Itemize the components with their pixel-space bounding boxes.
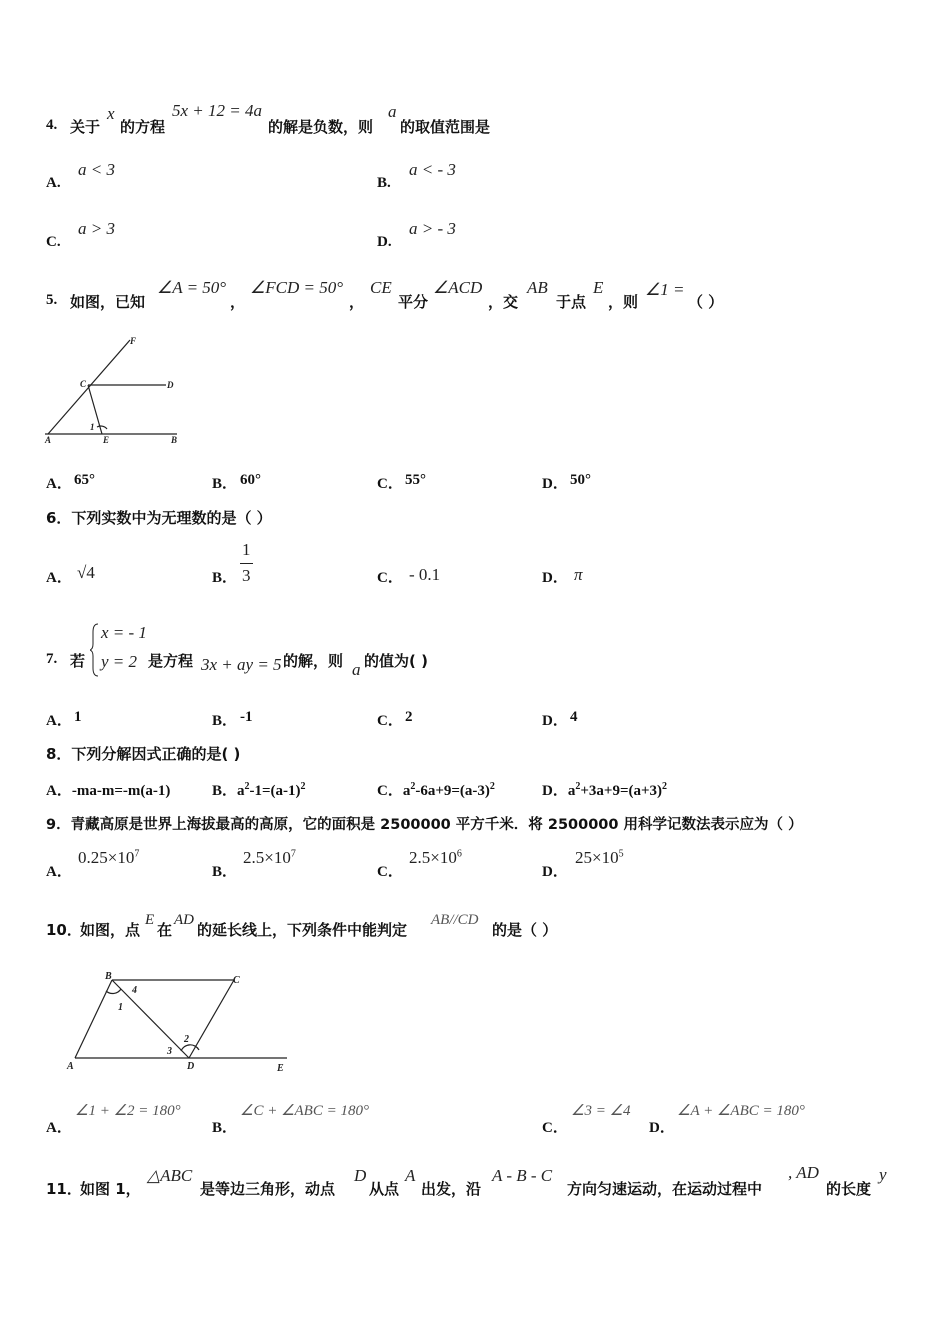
q10-number: 10． [46, 921, 82, 939]
q5-option-b-label: B． [212, 476, 238, 492]
q11-var-y: y [879, 1165, 887, 1184]
q9-option-d-label: D． [542, 864, 568, 880]
q5-angle-1: ∠1 = [645, 280, 685, 299]
q5-angle-a: ∠A = 50° [157, 278, 227, 297]
q8-option-b-sup: 2 [300, 781, 306, 792]
q10-text-2: 在 [157, 921, 173, 939]
q11-text-1: 如图 1， [80, 1180, 141, 1198]
q4-number: 4. [46, 117, 58, 133]
q4-text-1: 关于 [70, 118, 101, 136]
q5-option-d-label: D． [542, 476, 568, 492]
q10-option-c-label: C． [542, 1120, 568, 1136]
q10-parallel: AB//CD [431, 912, 479, 928]
q8-option-d-part: +3a+9=(a+3) [580, 783, 663, 799]
q5-comma-1: ， [230, 293, 246, 311]
q4-text-3: 的解是负数，则 [268, 118, 374, 136]
q10-option-a-label: A． [46, 1120, 72, 1136]
q4-var-a: a [388, 102, 397, 121]
q9-option-d-exp: 5 [618, 848, 624, 860]
q5-option-c-label: C． [377, 476, 403, 492]
q6-option-a-math: √4 [77, 563, 95, 582]
q8-option-b-label: B． [212, 783, 238, 799]
q10-fig-label-a: A [67, 1061, 74, 1072]
q5-text-5: ，则 [608, 293, 639, 311]
q6-option-a-label: A． [46, 570, 72, 586]
q4-option-d-label: D. [377, 234, 392, 250]
q11-text-4: 出发，沿 [421, 1180, 482, 1198]
q9-option-a-math [78, 848, 139, 868]
q10-fig-label-c: C [233, 975, 240, 986]
q5-fig-label-e: E [103, 435, 110, 445]
q7-text-4: 的值为( ) [364, 652, 428, 670]
q10-option-b-math: ∠C + ∠ABC = 180° [240, 1103, 369, 1119]
q5-text-3: ，交 [488, 293, 519, 311]
q9-option-d-math [575, 848, 624, 868]
q4-text-2: 的方程 [120, 118, 166, 136]
q8-option-d-sup: 2 [575, 781, 581, 792]
q8-question: 8．下列分解因式正确的是( ) [46, 745, 241, 763]
q5-option-c-text: 55° [405, 472, 426, 488]
q8-option-d-label: D． [542, 783, 568, 799]
q10-line-ad: AD [174, 912, 194, 928]
q5-text-4: 于点 [556, 293, 587, 311]
q9-option-c-label: C． [377, 864, 403, 880]
q8-option-d-part: a [567, 783, 576, 799]
q7-option-d-label: D． [542, 713, 568, 729]
q10-angle-arc-b [106, 989, 121, 994]
q10-fig-label-e: E [277, 1063, 284, 1074]
q11-text-3: 从点 [369, 1180, 400, 1198]
q9-option-c-math [409, 848, 462, 868]
q5-number: 5. [46, 292, 58, 308]
q5-option-d-text: 50° [570, 472, 591, 488]
q5-comma-2: ， [349, 293, 365, 311]
q11-text-6: 的长度 [826, 1180, 872, 1198]
q6-option-d-math: π [574, 565, 583, 584]
q10-point-e: E [145, 912, 155, 928]
q8-option-c-part: a [402, 783, 411, 799]
q4-option-b-label: B. [377, 175, 391, 191]
q10-text-3: 的延长线上，下列条件中能判定 [197, 921, 408, 939]
q9-question: 9．青藏高原是世界上海拔最高的高原，它的面积是 2500000 平方千米．将 2500000 用科学记数法表示应为（ ） [46, 817, 803, 833]
q7-option-c-text: 2 [405, 709, 413, 725]
q7-system-eq-2: y = 2 [101, 652, 138, 671]
q4-option-c-label: C. [46, 234, 61, 250]
q9-option-c-exp: 6 [456, 848, 462, 860]
q10-fig-label-2: 2 [184, 1034, 189, 1045]
q5-text-1: 如图，已知 [70, 293, 146, 311]
q5-option-a-label: A． [46, 476, 72, 492]
q5-fig-label-f: F [130, 336, 137, 346]
q11-number: 11． [46, 1180, 82, 1198]
q8-option-a [46, 779, 170, 800]
q4-option-d-math: a > - 3 [409, 219, 456, 238]
q9-option-b-label: B． [212, 864, 238, 880]
q5-point-e: E [593, 278, 604, 297]
q6-option-b-denominator: 3 [242, 566, 251, 585]
q9-option-d-base: 25×10 [575, 848, 619, 867]
q5-line-ce: CE [370, 278, 392, 297]
q5-figure [40, 332, 190, 450]
q11-point-a: A [405, 1166, 416, 1185]
q7-equation: 3x + ay = 5 [201, 655, 282, 674]
q10-fig-label-b: B [105, 971, 112, 982]
q5-angle-fcd: ∠FCD = 50° [250, 278, 344, 297]
q10-line-bd [112, 980, 189, 1058]
q10-option-c-math: ∠3 = ∠4 [571, 1103, 631, 1119]
q9-option-a-base: 0.25×10 [78, 848, 135, 867]
q9-option-a-exp: 7 [134, 848, 140, 860]
q7-text-1: 若 [70, 652, 86, 670]
q8-option-a-label: A． [46, 783, 72, 799]
q5-angle-1-arc [97, 426, 107, 429]
q4-option-b-math: a < - 3 [409, 160, 456, 179]
q6-option-b-label: B． [212, 570, 238, 586]
q4-text-4: 的取值范围是 [400, 118, 491, 136]
q8-option-b-part: a [237, 783, 245, 799]
q7-option-d-text: 4 [570, 709, 578, 725]
q8-option-b-part: -1=(a-1) [249, 783, 301, 799]
q6-option-d-label: D． [542, 570, 568, 586]
q11-text-2: 是等边三角形，动点 [200, 1180, 336, 1198]
q9-option-a-label: A． [46, 864, 72, 880]
q11-triangle-abc: △ABC [147, 1166, 193, 1185]
q5-option-b-text: 60° [240, 472, 261, 488]
q10-fig-label-4: 4 [132, 985, 137, 996]
q4-option-c-math: a > 3 [78, 219, 115, 238]
q10-fig-label-d: D [187, 1061, 195, 1072]
q10-text-1: 如图，点 [80, 921, 141, 939]
q5-fig-label-b: B [171, 435, 178, 445]
q9-option-b-base: 2.5×10 [243, 848, 291, 867]
q4-option-a-label: A. [46, 175, 61, 191]
q7-option-b-text: -1 [240, 709, 253, 725]
q10-text-4: 的是（ ） [492, 921, 558, 939]
q10-fig-label-3: 3 [167, 1046, 172, 1057]
q11-path: A - B - C [492, 1166, 553, 1185]
q7-option-a-text: 1 [74, 709, 82, 725]
q6-option-c-label: C． [377, 570, 403, 586]
q5-text-2: 平分 [398, 293, 429, 311]
q6-option-c-math: - 0.1 [409, 565, 441, 584]
q8-option-b-sup: 2 [244, 781, 250, 792]
q10-option-d-math: ∠A + ∠ABC = 180° [677, 1103, 805, 1119]
q5-fig-label-c: C [80, 379, 87, 389]
q7-var-a: a [352, 660, 361, 679]
q5-line-ab: AB [527, 278, 548, 297]
q5-fig-label-d: D [167, 380, 174, 390]
q5-angle-acd: ∠ACD [433, 278, 483, 297]
q10-option-a-math: ∠1 + ∠2 = 180° [75, 1103, 181, 1119]
q4-var-x: x [107, 104, 115, 123]
q10-fig-label-1: 1 [118, 1002, 123, 1013]
q5-fig-label-a: A [45, 435, 52, 445]
q6-option-b-numerator: 1 [242, 540, 251, 559]
q8-option-d [542, 779, 667, 800]
q8-option-c-sup: 2 [410, 781, 416, 792]
q8-option-a-text: -ma-m=-m(a-1) [71, 783, 171, 799]
q8-option-d-sup: 2 [662, 781, 668, 792]
q7-system-brace [90, 622, 100, 678]
q7-option-c-label: C． [377, 713, 403, 729]
q4-equation: 5x + 12 = 4a [172, 101, 262, 120]
q5-fig-label-1: 1 [90, 422, 95, 432]
q7-option-b-label: B． [212, 713, 238, 729]
q7-option-a-label: A． [46, 713, 72, 729]
q8-option-c-sup: 2 [489, 781, 495, 792]
q4-option-a-math: a < 3 [78, 160, 115, 179]
q8-option-c-label: C． [377, 783, 403, 799]
q9-option-c-base: 2.5×10 [409, 848, 457, 867]
q9-option-b-math [243, 848, 296, 868]
q10-option-b-label: B． [212, 1120, 238, 1136]
q6-question: 6．下列实数中为无理数的是（ ） [46, 509, 272, 527]
q9-option-b-exp: 7 [290, 848, 296, 860]
q8-option-c-part: -6a+9=(a-3) [415, 783, 490, 799]
q5-option-a-text: 65° [74, 472, 95, 488]
q11-text-5: 方向匀速运动，在运动过程中 [567, 1180, 763, 1198]
q6-fraction-bar [240, 563, 253, 564]
q11-point-d: D [354, 1166, 367, 1185]
q5-answer-paren: （ ） [688, 293, 724, 311]
q7-text-2: 是方程 [148, 652, 194, 670]
q10-figure [62, 966, 297, 1078]
q11-segment-ad: , AD [788, 1163, 819, 1182]
q7-text-3: 的解，则 [283, 652, 344, 670]
q10-option-d-label: D． [649, 1120, 675, 1136]
q7-number: 7. [46, 651, 58, 667]
q8-option-b [212, 779, 306, 800]
q7-system-eq-1: x = - 1 [101, 623, 147, 642]
q8-option-c [377, 779, 495, 800]
